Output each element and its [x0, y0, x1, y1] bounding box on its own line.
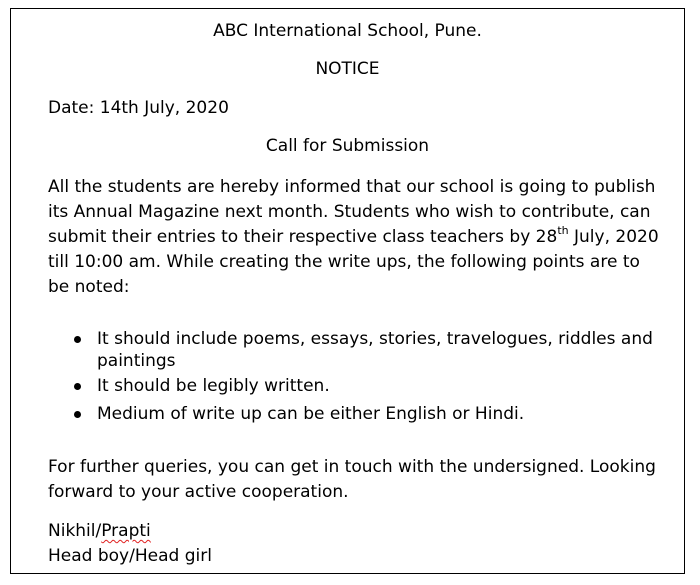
school-name: ABC International School, Pune. [213, 21, 482, 41]
list-item [48, 400, 678, 428]
bullet-icon [74, 411, 81, 418]
notice-body [48, 175, 678, 300]
closing-line: forward to your active cooperation. [48, 482, 349, 502]
notice-box [10, 8, 685, 574]
list-item [48, 325, 678, 372]
body-line: All the students are hereby informed that our school is going to publish [48, 177, 656, 197]
notice-date: Date: 14th July, 2020 [48, 98, 229, 118]
signature-block [48, 519, 678, 569]
notice-title: NOTICE [315, 59, 380, 79]
points-list [48, 325, 678, 428]
point-text-continuation: paintings [97, 351, 176, 371]
body-line: be noted: [48, 277, 130, 297]
body-line: till 10:00 am. While creating the write ups, the following points are to [48, 252, 640, 272]
bullet-icon [74, 383, 81, 390]
point-text: It should include poems, essays, stories, travelogues, riddles and [97, 329, 653, 349]
ordinal-suffix: th [557, 224, 569, 238]
notice-subject: Call for Submission [265, 136, 430, 156]
body-line: its Annual Magazine next month. Students who wish to contribute, can [48, 202, 651, 222]
bullet-icon [74, 336, 81, 343]
body-line [48, 225, 678, 250]
signature-name [48, 519, 678, 544]
point-text: Medium of write up can be either English or Hindi. [97, 404, 525, 424]
signature-name-part: Nikhil/ [48, 521, 102, 541]
list-item [48, 372, 678, 400]
body-line-part: July, 2020 [568, 227, 659, 247]
closing-text [48, 455, 678, 505]
body-line-part: submit their entries to their respective class teachers by 28 [48, 227, 558, 247]
closing-line: For further queries, you can get in touch with the undersigned. Looking [48, 457, 656, 477]
point-text: It should be legibly written. [97, 376, 330, 396]
spellcheck-flagged-word: Prapti [101, 521, 151, 541]
signature-role: Head boy/Head girl [48, 546, 212, 566]
